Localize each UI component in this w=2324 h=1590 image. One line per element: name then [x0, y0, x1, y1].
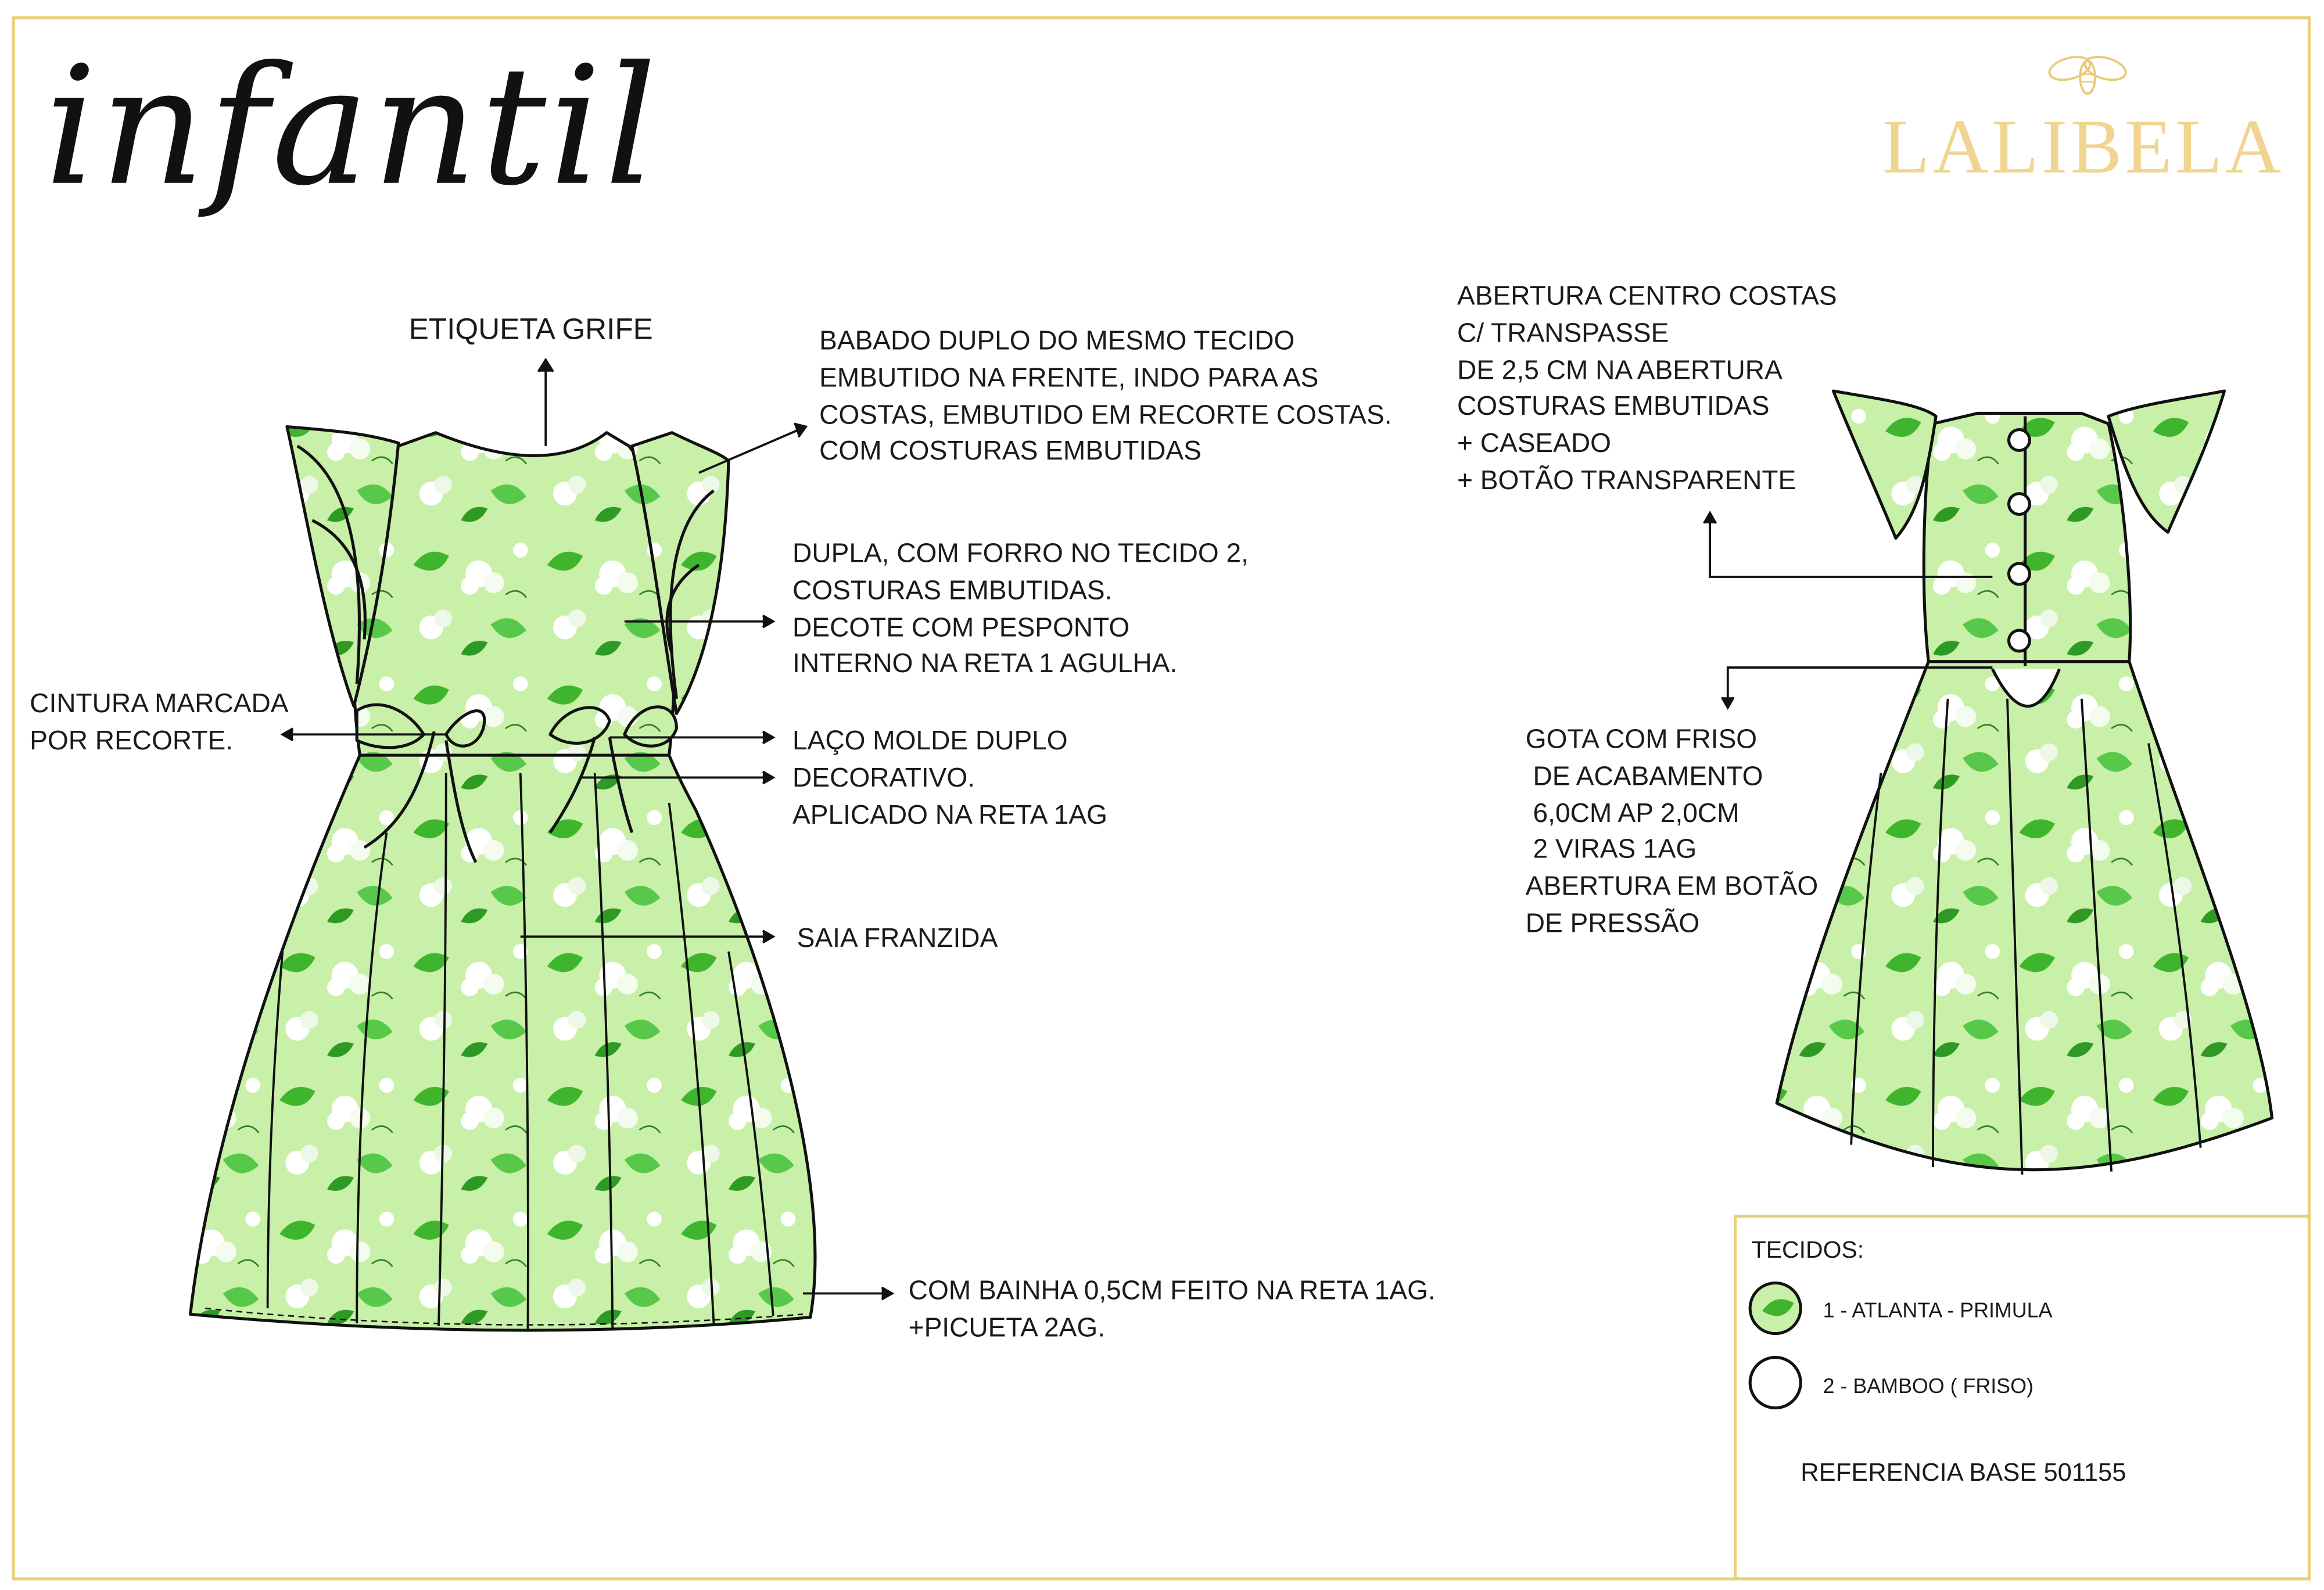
cintura-marcada-note: CINTURA MARCADA POR RECORTE. — [30, 688, 289, 755]
reference-base: REFERENCIA BASE 501155 — [1801, 1458, 2126, 1487]
fabric-swatch-plain — [1749, 1356, 1802, 1409]
babado-duplo-note: BABADO DUPLO DO MESMO TECIDO EMBUTIDO NA FRENTE, INDO PARA AS COSTAS, EMBUTIDO EM RECORTE COSTAS. COM COSTURAS EMBUTIDAS — [819, 325, 1392, 466]
fabric-item-2-label: 2 - BAMBOO ( FRISO) — [1823, 1373, 2033, 1398]
page-title: infantil — [44, 31, 660, 222]
fabrics-title: TECIDOS: — [1751, 1238, 1864, 1264]
front-dress — [191, 426, 815, 1330]
dupla-forro-note: DUPLA, COM FORRO NO TECIDO 2, COSTURAS EMBUTIDAS. DECOTE COM PESPONTO INTERNO NA RETA 1 AGULHA. — [792, 538, 1249, 679]
etiqueta-grife-label: ETIQUETA GRIFE — [408, 313, 653, 347]
abertura-costas-note: ABERTURA CENTRO COSTAS C/ TRANSPASSE DE 2,5 CM NA ABERTURA COSTURAS EMBUTIDAS + CASEADO + BOTÃO TRANSPARENTE — [1457, 281, 1837, 496]
brand-logo: LALIBELA — [1882, 105, 2284, 191]
laco-molde-note: LAÇO MOLDE DUPLO DECORATIVO. APLICADO NA RETA 1AG — [792, 725, 1107, 829]
bainha-note: COM BAINHA 0,5CM FEITO NA RETA 1AG. +PICUETA 2AG. — [908, 1275, 1436, 1343]
gota-friso-note: GOTA COM FRISO DE ACABAMENTO 6,0CM AP 2,0CM 2 VIRAS 1AG ABERTURA EM BOTÃO DE PRESSÃO — [1525, 724, 1819, 938]
saia-franzida-note: SAIA FRANZIDA — [797, 923, 998, 953]
fabric-swatch-floral — [1749, 1282, 1802, 1335]
back-dress — [1777, 391, 2272, 1175]
fabric-item-1-label: 1 - ATLANTA - PRIMULA — [1823, 1298, 2053, 1322]
